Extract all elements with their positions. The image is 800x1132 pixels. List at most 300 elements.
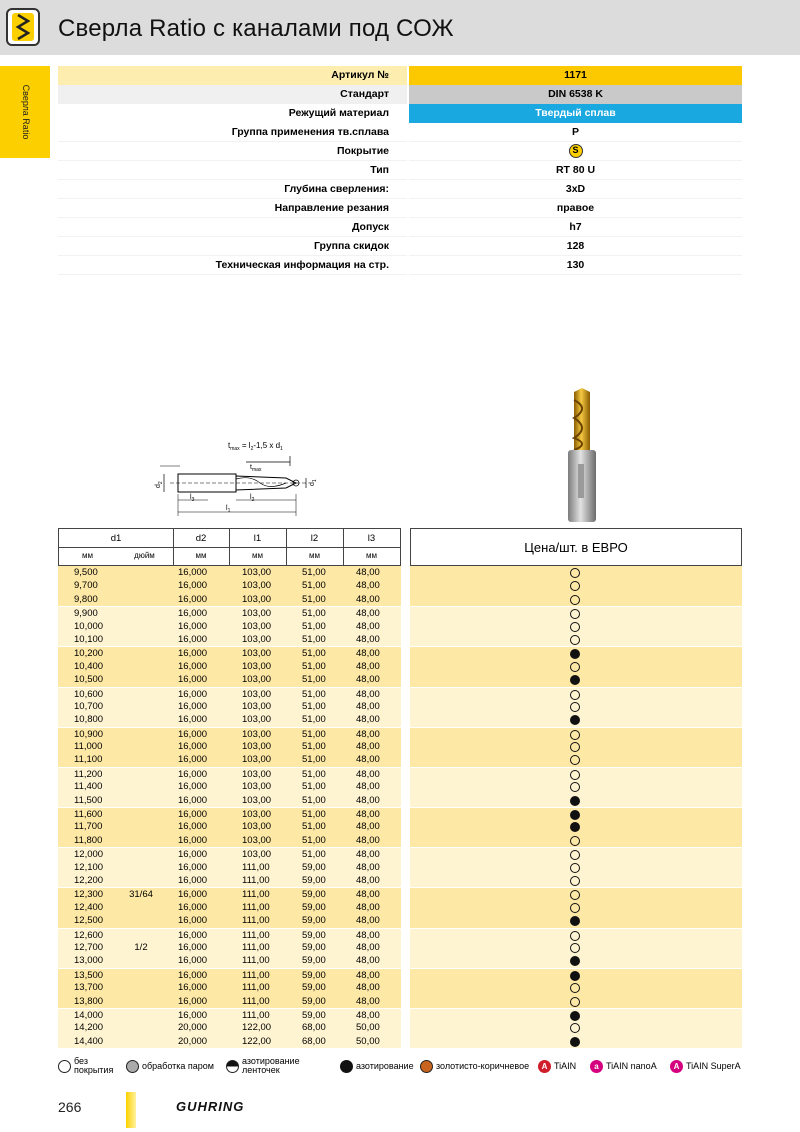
cell-l1: 103,00 bbox=[242, 688, 272, 700]
filled-circle-icon bbox=[570, 810, 580, 820]
cell-l3: 48,00 bbox=[356, 648, 380, 660]
cell-l2: 51,00 bbox=[302, 741, 326, 753]
cell-d2: 16,000 bbox=[178, 714, 208, 726]
spec-row bbox=[58, 66, 742, 85]
table-row bbox=[58, 941, 742, 954]
legend-red-icon: A bbox=[538, 1060, 551, 1073]
cell-l3: 48,00 bbox=[356, 633, 380, 645]
cell-l3: 48,00 bbox=[356, 889, 380, 901]
spec-value: h7 bbox=[409, 218, 742, 237]
legend-item bbox=[340, 1056, 414, 1076]
cell-l3: 48,00 bbox=[356, 915, 380, 927]
cell-l3: 48,00 bbox=[356, 660, 380, 672]
cell-l2: 51,00 bbox=[302, 674, 326, 686]
cell-d2: 16,000 bbox=[178, 781, 208, 793]
table-row bbox=[58, 593, 742, 606]
cell-l1: 103,00 bbox=[242, 728, 272, 740]
side-tab bbox=[0, 66, 50, 158]
spec-label: Допуск bbox=[58, 218, 407, 237]
cell-l1: 111,00 bbox=[242, 982, 270, 994]
cell-l2: 51,00 bbox=[302, 821, 326, 833]
cell-d1: 14,200 bbox=[74, 1022, 104, 1034]
cell-l3: 48,00 bbox=[356, 1009, 380, 1021]
legend-item bbox=[538, 1056, 576, 1076]
cell-l2: 59,00 bbox=[302, 982, 326, 994]
cell-l1: 103,00 bbox=[242, 821, 272, 833]
cell-l2: 59,00 bbox=[302, 901, 326, 913]
filled-circle-icon bbox=[570, 822, 580, 832]
cell-d1: 12,300 bbox=[74, 889, 104, 901]
cell-l2: 51,00 bbox=[302, 660, 326, 672]
legend-label: без покрытия bbox=[74, 1056, 114, 1075]
cell-l3: 48,00 bbox=[356, 674, 380, 686]
open-circle-icon bbox=[570, 755, 580, 765]
cell-l3: 48,00 bbox=[356, 901, 380, 913]
cell-l2: 59,00 bbox=[302, 929, 326, 941]
table-row bbox=[58, 874, 742, 887]
cell-l1: 111,00 bbox=[242, 889, 270, 901]
cell-l1: 111,00 bbox=[242, 901, 270, 913]
cell-d1: 9,500 bbox=[74, 567, 98, 578]
legend-item bbox=[58, 1056, 120, 1076]
open-circle-icon bbox=[570, 568, 580, 578]
spec-value: P bbox=[409, 123, 742, 142]
spec-label: Группа применения тв.сплава bbox=[58, 123, 407, 142]
price-header bbox=[410, 528, 742, 566]
cell-d2: 16,000 bbox=[178, 648, 208, 660]
cell-l1: 111,00 bbox=[242, 941, 270, 953]
cell-l3: 48,00 bbox=[356, 809, 380, 821]
cell-l2: 51,00 bbox=[302, 849, 326, 861]
cell-d2: 16,000 bbox=[178, 915, 208, 927]
unit-mm: мм bbox=[195, 551, 207, 560]
cell-d1: 10,800 bbox=[74, 714, 104, 726]
cell-d1: 13,500 bbox=[74, 969, 104, 981]
cell-l2: 51,00 bbox=[302, 567, 326, 578]
open-circle-icon bbox=[570, 595, 580, 605]
table-row bbox=[58, 1021, 742, 1034]
unit-mm: мм bbox=[252, 551, 263, 560]
open-circle-icon bbox=[570, 730, 580, 740]
table-row bbox=[58, 847, 742, 860]
cell-l1: 103,00 bbox=[242, 648, 272, 660]
cell-l1: 103,00 bbox=[242, 608, 272, 620]
filled-circle-icon bbox=[570, 675, 580, 685]
open-circle-icon bbox=[570, 742, 580, 752]
cell-d1: 13,700 bbox=[74, 982, 104, 994]
cell-d2: 16,000 bbox=[178, 593, 208, 605]
unit-mm: мм bbox=[366, 551, 377, 560]
cell-d2: 16,000 bbox=[178, 741, 208, 753]
open-circle-icon bbox=[570, 581, 580, 591]
cell-d2: 16,000 bbox=[178, 861, 208, 873]
cell-d2: 16,000 bbox=[178, 982, 208, 994]
cell-l1: 103,00 bbox=[242, 781, 272, 793]
cell-l1: 103,00 bbox=[242, 794, 272, 806]
coating-legend bbox=[58, 1056, 742, 1076]
cell-l3: 48,00 bbox=[356, 834, 380, 846]
cell-d2: 16,000 bbox=[178, 633, 208, 645]
spec-label: Режущий материал bbox=[288, 107, 389, 119]
open-circle-icon bbox=[570, 931, 580, 941]
table-row bbox=[58, 928, 742, 941]
cell-d2: 16,000 bbox=[178, 768, 208, 780]
spec-row bbox=[58, 237, 742, 256]
open-circle-icon bbox=[570, 850, 580, 860]
cell-d1: 10,200 bbox=[74, 648, 104, 660]
legend-label: азотирование ленточек bbox=[242, 1056, 300, 1075]
legend-item bbox=[226, 1056, 310, 1076]
table-row bbox=[58, 713, 742, 726]
formula-label: $t_{max} = l_2-1,5$ x $d_1$ bbox=[228, 441, 283, 452]
cell-d1: 13,800 bbox=[74, 995, 104, 1007]
cell-inch: 31/64 bbox=[129, 889, 153, 901]
spec-label: Артикул № bbox=[58, 66, 407, 85]
cell-d2: 16,000 bbox=[178, 849, 208, 861]
cell-l3: 48,00 bbox=[356, 567, 380, 578]
spec-value: 3xD bbox=[409, 180, 742, 199]
cell-d2: 16,000 bbox=[178, 1009, 208, 1021]
spec-row bbox=[58, 218, 742, 237]
cell-d2: 16,000 bbox=[178, 674, 208, 686]
table-row bbox=[58, 660, 742, 673]
cell-l1: 103,00 bbox=[242, 754, 272, 766]
table-row bbox=[58, 887, 742, 900]
table-row bbox=[58, 740, 742, 753]
cell-l2: 51,00 bbox=[302, 608, 326, 620]
cell-d1: 11,000 bbox=[74, 741, 103, 753]
cell-l1: 111,00 bbox=[242, 995, 270, 1007]
spec-table bbox=[58, 66, 742, 275]
cell-l3: 48,00 bbox=[356, 955, 380, 967]
open-circle-icon bbox=[570, 983, 580, 993]
spec-row bbox=[58, 256, 742, 275]
cell-inch: 1/2 bbox=[134, 941, 148, 953]
cell-d1: 14,000 bbox=[74, 1009, 104, 1021]
table-row bbox=[58, 633, 742, 646]
cell-d2: 16,000 bbox=[178, 889, 208, 901]
spec-value: 130 bbox=[409, 256, 742, 275]
spec-value: RT 80 U bbox=[409, 161, 742, 180]
table-row bbox=[58, 620, 742, 633]
cell-l1: 111,00 bbox=[242, 861, 270, 873]
cell-l1: 111,00 bbox=[242, 929, 270, 941]
open-circle-icon bbox=[570, 890, 580, 900]
cell-d1: 11,800 bbox=[74, 834, 103, 846]
cell-d1: 11,200 bbox=[74, 768, 103, 780]
open-circle-icon bbox=[570, 622, 580, 632]
cell-l3: 48,00 bbox=[356, 781, 380, 793]
cell-l2: 51,00 bbox=[302, 768, 326, 780]
cell-d2: 16,000 bbox=[178, 941, 208, 953]
table-header bbox=[58, 528, 401, 566]
table-row bbox=[58, 1035, 742, 1048]
cell-d1: 11,600 bbox=[74, 809, 103, 821]
table-row bbox=[58, 981, 742, 994]
table-row bbox=[58, 687, 742, 700]
cell-l3: 48,00 bbox=[356, 580, 380, 592]
filled-circle-icon bbox=[570, 1037, 580, 1047]
cell-l2: 51,00 bbox=[302, 754, 326, 766]
cell-l2: 59,00 bbox=[302, 861, 326, 873]
cell-l2: 51,00 bbox=[302, 794, 326, 806]
cell-l1: 122,00 bbox=[242, 1035, 272, 1047]
svg-text:d2: $d_2$ bbox=[155, 481, 164, 488]
unit-mm: мм bbox=[309, 551, 320, 560]
cell-d1: 14,400 bbox=[74, 1035, 104, 1047]
cell-l2: 59,00 bbox=[302, 941, 326, 953]
technical-drawing bbox=[150, 438, 320, 520]
legend-label: азотирование bbox=[356, 1060, 414, 1071]
cell-d1: 12,200 bbox=[74, 874, 104, 886]
spec-row bbox=[58, 104, 742, 123]
cell-d1: 12,500 bbox=[74, 915, 104, 927]
cell-l2: 68,00 bbox=[302, 1022, 326, 1034]
cell-l1: 103,00 bbox=[242, 849, 272, 861]
cell-d2: 16,000 bbox=[178, 620, 208, 632]
cell-l2: 51,00 bbox=[302, 580, 326, 592]
cell-d1: 9,800 bbox=[74, 593, 98, 605]
spec-label: Направление резания bbox=[58, 199, 407, 218]
legend-label: TiAIN SuperA bbox=[686, 1060, 741, 1071]
table-row bbox=[58, 579, 742, 592]
cell-l1: 111,00 bbox=[242, 969, 270, 981]
cell-l1: 103,00 bbox=[242, 768, 272, 780]
open-circle-icon bbox=[570, 690, 580, 700]
spec-value: 128 bbox=[409, 237, 742, 256]
open-circle-icon bbox=[570, 635, 580, 645]
legend-item bbox=[126, 1056, 222, 1076]
table-row bbox=[58, 780, 742, 793]
cell-l1: 103,00 bbox=[242, 633, 272, 645]
cell-d1: 10,000 bbox=[74, 620, 104, 632]
cell-l2: 51,00 bbox=[302, 593, 326, 605]
open-circle-icon bbox=[570, 770, 580, 780]
cell-l2: 51,00 bbox=[302, 714, 326, 726]
cell-l3: 48,00 bbox=[356, 608, 380, 620]
table-row bbox=[58, 807, 742, 820]
filled-circle-icon bbox=[570, 796, 580, 806]
table-row bbox=[58, 820, 742, 833]
table-row bbox=[58, 794, 742, 807]
table-row bbox=[58, 767, 742, 780]
table-row bbox=[58, 1008, 742, 1021]
page-title: Сверла Ratio с каналами под СОЖ bbox=[58, 15, 454, 42]
cell-l2: 59,00 bbox=[302, 969, 326, 981]
cell-d2: 16,000 bbox=[178, 969, 208, 981]
cell-d1: 11,500 bbox=[74, 794, 103, 806]
filled-circle-icon bbox=[570, 916, 580, 926]
cell-l3: 48,00 bbox=[356, 929, 380, 941]
cell-l2: 68,00 bbox=[302, 1035, 326, 1047]
spec-row bbox=[58, 142, 742, 161]
table-row bbox=[58, 901, 742, 914]
filled-circle-icon bbox=[570, 1011, 580, 1021]
open-circle-icon bbox=[570, 997, 580, 1007]
open-circle-icon bbox=[570, 876, 580, 886]
spec-label: Техническая информация на стр. bbox=[58, 256, 407, 275]
legend-pink-icon: a bbox=[590, 1060, 603, 1073]
cell-d1: 12,400 bbox=[74, 901, 104, 913]
legend-label: обработка паром bbox=[142, 1060, 214, 1071]
cell-l1: 103,00 bbox=[242, 593, 272, 605]
cell-l2: 51,00 bbox=[302, 781, 326, 793]
filled-circle-icon bbox=[570, 971, 580, 981]
cell-l1: 103,00 bbox=[242, 741, 272, 753]
price-header-label: Цена/шт. в ЕВРО bbox=[524, 540, 628, 555]
table-row bbox=[58, 727, 742, 740]
cell-d2: 20,000 bbox=[178, 1035, 208, 1047]
cell-l1: 103,00 bbox=[242, 714, 272, 726]
drill-image bbox=[552, 388, 612, 524]
svg-text:l3: $l_3$ bbox=[190, 494, 195, 503]
page-header bbox=[0, 0, 800, 55]
cell-d1: 10,900 bbox=[74, 728, 104, 740]
spec-row bbox=[58, 199, 742, 218]
table-row bbox=[58, 646, 742, 659]
cell-d1: 9,900 bbox=[74, 608, 98, 620]
cell-d1: 9,700 bbox=[74, 580, 98, 592]
table-row bbox=[58, 700, 742, 713]
unit-mm: мм bbox=[82, 551, 93, 560]
legend-magenta-icon: A bbox=[670, 1060, 683, 1073]
cell-l3: 50,00 bbox=[356, 1022, 380, 1034]
cell-d2: 16,000 bbox=[178, 580, 208, 592]
cell-d1: 11,700 bbox=[74, 821, 103, 833]
cell-l3: 48,00 bbox=[356, 714, 380, 726]
cell-d1: 12,700 bbox=[74, 941, 104, 953]
cell-l1: 103,00 bbox=[242, 567, 272, 578]
cell-d1: 10,700 bbox=[74, 700, 104, 712]
spec-row bbox=[58, 85, 742, 104]
svg-text:tmax: $t_{max}$ bbox=[250, 464, 262, 473]
cell-l2: 59,00 bbox=[302, 955, 326, 967]
spec-row bbox=[58, 180, 742, 199]
cell-d1: 10,500 bbox=[74, 674, 104, 686]
cell-l3: 48,00 bbox=[356, 620, 380, 632]
cell-l1: 103,00 bbox=[242, 580, 272, 592]
cell-l3: 48,00 bbox=[356, 941, 380, 953]
filled-circle-icon bbox=[570, 715, 580, 725]
cell-l1: 111,00 bbox=[242, 1009, 270, 1021]
unit-inch: дюйм bbox=[134, 551, 155, 560]
cell-l3: 48,00 bbox=[356, 728, 380, 740]
cell-d2: 16,000 bbox=[178, 874, 208, 886]
open-circle-icon bbox=[570, 836, 580, 846]
cell-d1: 12,100 bbox=[74, 861, 104, 873]
cell-d1: 10,600 bbox=[74, 688, 104, 700]
cell-d2: 16,000 bbox=[178, 688, 208, 700]
brand-logo: GUHRING bbox=[176, 1099, 245, 1114]
cell-l3: 48,00 bbox=[356, 849, 380, 861]
legend-open-icon bbox=[58, 1060, 71, 1073]
drill-logo-icon bbox=[6, 8, 40, 46]
cell-d1: 12,600 bbox=[74, 929, 104, 941]
spec-value: Твердый сплав bbox=[409, 104, 742, 123]
cell-l1: 103,00 bbox=[242, 700, 272, 712]
cell-l2: 51,00 bbox=[302, 700, 326, 712]
header-d2: d2 bbox=[195, 533, 207, 544]
cell-l1: 111,00 bbox=[242, 915, 270, 927]
legend-item bbox=[420, 1056, 529, 1076]
filled-circle-icon bbox=[570, 956, 580, 966]
cell-d2: 16,000 bbox=[178, 821, 208, 833]
cell-l3: 48,00 bbox=[356, 741, 380, 753]
cell-d2: 16,000 bbox=[178, 995, 208, 1007]
table-row bbox=[58, 968, 742, 981]
cell-l3: 48,00 bbox=[356, 874, 380, 886]
cell-d1: 11,400 bbox=[74, 781, 103, 793]
filled-circle-icon bbox=[570, 649, 580, 659]
cell-l3: 48,00 bbox=[356, 700, 380, 712]
cell-l2: 51,00 bbox=[302, 834, 326, 846]
legend-grey-icon bbox=[126, 1060, 139, 1073]
cell-l1: 103,00 bbox=[242, 660, 272, 672]
open-circle-icon bbox=[570, 662, 580, 672]
cell-l1: 103,00 bbox=[242, 620, 272, 632]
cell-d2: 16,000 bbox=[178, 728, 208, 740]
cell-l3: 48,00 bbox=[356, 861, 380, 873]
cell-d2: 16,000 bbox=[178, 660, 208, 672]
legend-label: золотисто-коричневое bbox=[436, 1060, 530, 1071]
cell-l3: 48,00 bbox=[356, 754, 380, 766]
cell-l2: 51,00 bbox=[302, 688, 326, 700]
spec-label: Тип bbox=[58, 161, 407, 180]
table-row bbox=[58, 673, 742, 686]
data-table bbox=[58, 566, 742, 1048]
cell-l3: 50,00 bbox=[356, 1035, 380, 1047]
table-row bbox=[58, 834, 742, 847]
spec-label: Покрытие bbox=[58, 142, 407, 161]
header-l2: l2 bbox=[310, 533, 319, 544]
cell-d1: 11,100 bbox=[74, 754, 103, 766]
cell-d2: 16,000 bbox=[178, 809, 208, 821]
cell-d1: 13,000 bbox=[74, 955, 104, 967]
side-tab-label: Сверла Ratio bbox=[21, 84, 31, 140]
spec-label: Группа скидок bbox=[58, 237, 407, 256]
cell-d2: 16,000 bbox=[178, 700, 208, 712]
legend-item bbox=[590, 1056, 657, 1076]
cell-l3: 48,00 bbox=[356, 995, 380, 1007]
cell-d2: 16,000 bbox=[178, 567, 208, 578]
cell-d2: 16,000 bbox=[178, 608, 208, 620]
cell-d2: 16,000 bbox=[178, 834, 208, 846]
cell-l2: 51,00 bbox=[302, 620, 326, 632]
cell-d1: 10,400 bbox=[74, 660, 104, 672]
cell-l1: 103,00 bbox=[242, 809, 272, 821]
svg-text:l1: $l_1$ bbox=[226, 505, 231, 514]
table-row bbox=[58, 954, 742, 967]
spec-value: 1171 bbox=[409, 66, 742, 85]
coating-s-icon: S bbox=[569, 144, 583, 158]
spec-value: DIN 6538 K bbox=[409, 85, 742, 104]
cell-d2: 16,000 bbox=[178, 929, 208, 941]
open-circle-icon bbox=[570, 609, 580, 619]
table-row bbox=[58, 753, 742, 766]
table-row bbox=[58, 861, 742, 874]
spec-row bbox=[58, 161, 742, 180]
footer-accent-bar bbox=[126, 1092, 136, 1128]
header-l1: l1 bbox=[253, 533, 262, 544]
legend-item bbox=[670, 1056, 741, 1076]
page-number: 266 bbox=[58, 1099, 82, 1115]
cell-l2: 51,00 bbox=[302, 648, 326, 660]
legend-half-icon bbox=[226, 1060, 239, 1073]
cell-l3: 48,00 bbox=[356, 768, 380, 780]
open-circle-icon bbox=[570, 903, 580, 913]
open-circle-icon bbox=[570, 1023, 580, 1033]
cell-d2: 16,000 bbox=[178, 754, 208, 766]
